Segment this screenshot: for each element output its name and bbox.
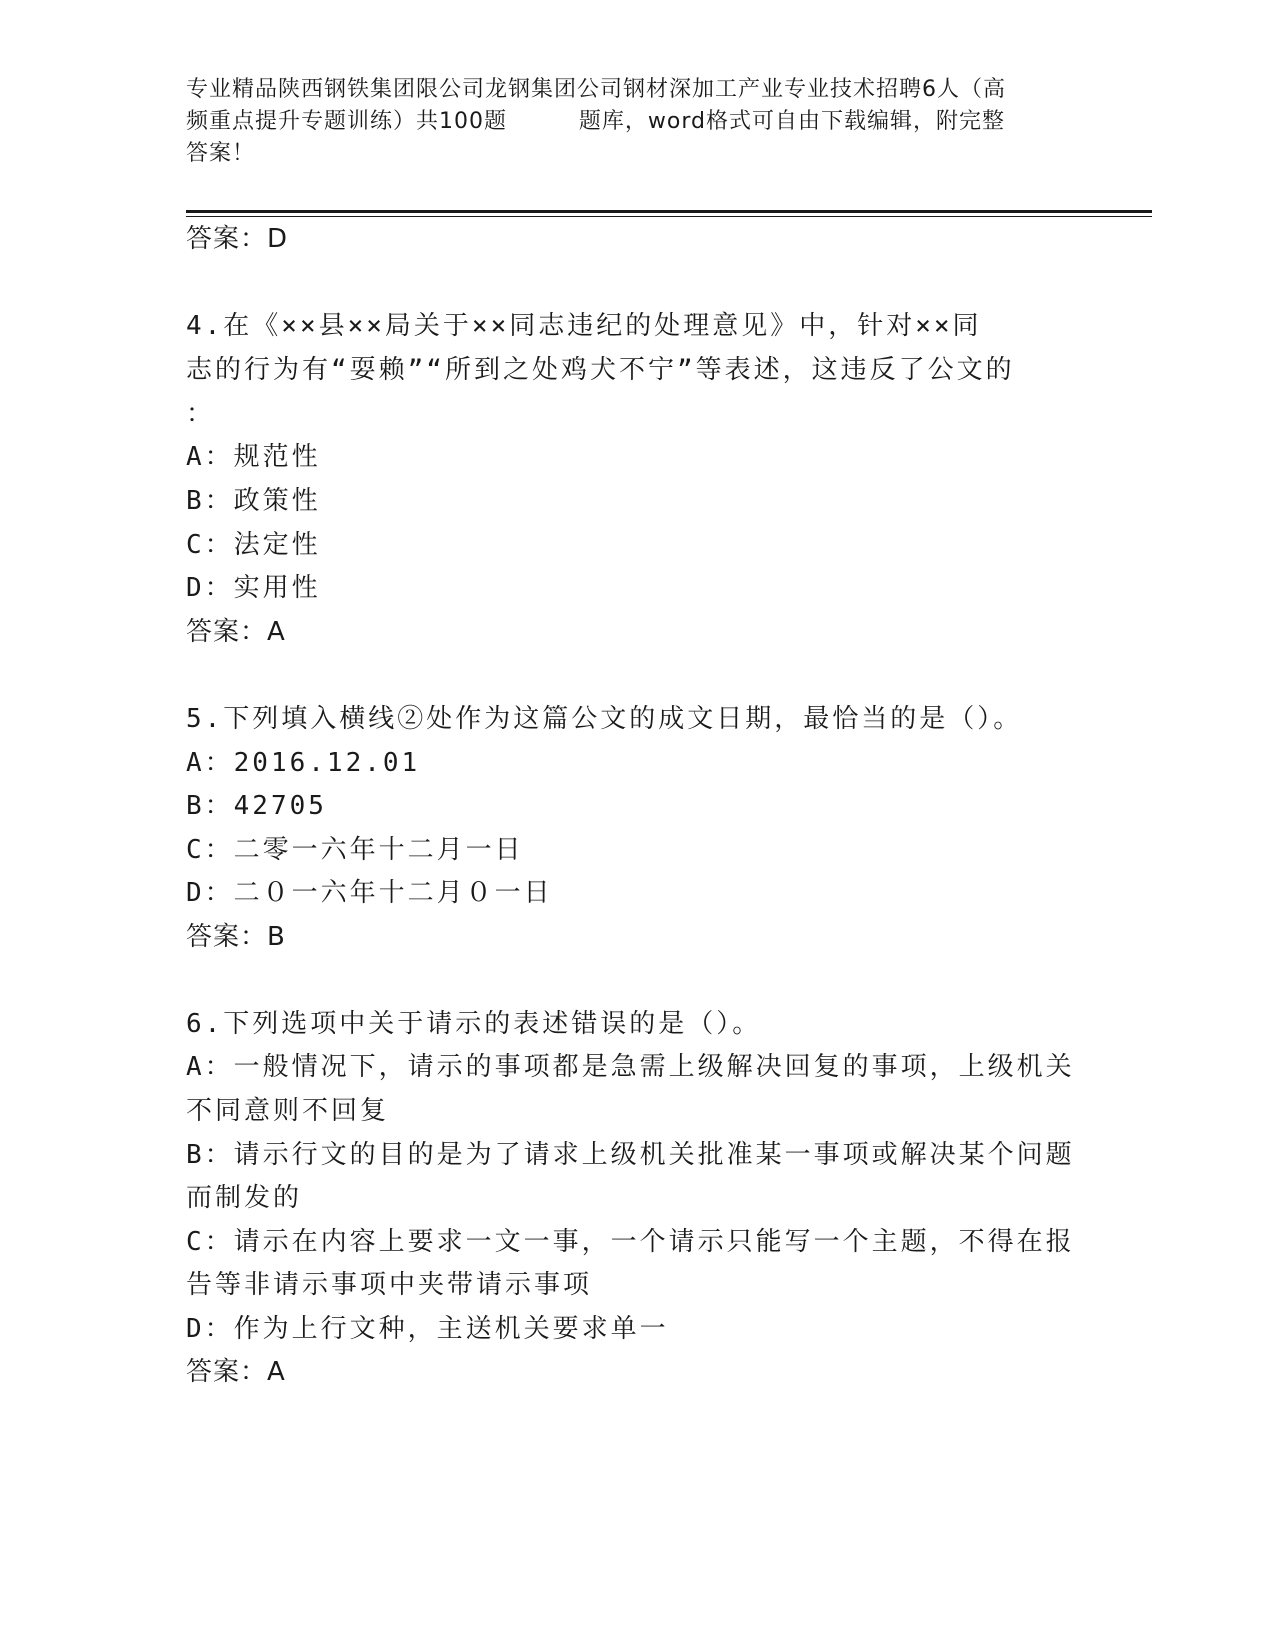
q6-option-b-line-1: B：请示行文的目的是为了请求上级机关批准某一事项或解决某个问题 — [186, 1140, 1075, 1170]
q4-option-b: B：政策性 — [186, 486, 321, 516]
header-line-3: 答案！ — [186, 141, 256, 166]
q6-option-a-line-1: A：一般情况下，请示的事项都是急需上级解决回复的事项，上级机关 — [186, 1052, 1075, 1082]
q4-option-a: A：规范性 — [186, 442, 321, 472]
q5-option-b: B：42705 — [186, 791, 327, 821]
header-line-1: 专业精品陕西钢铁集团限公司龙钢集团公司钢材深加工产业专业技术招聘6人（高 — [186, 77, 1006, 102]
q6-option-b-line-2: 而制发的 — [186, 1183, 303, 1213]
header-line-2: 频重点提升专题训练）共100题 题库，word格式可自由下载编辑，附完整 — [186, 109, 1006, 134]
q6-option-a-line-2: 不同意则不回复 — [186, 1096, 390, 1126]
q5-answer: 答案：B — [186, 922, 286, 952]
q4-stem-line-3: ： — [186, 399, 216, 429]
header-divider-thin — [186, 216, 1152, 217]
q5-option-c: C：二零一六年十二月一日 — [186, 835, 524, 865]
q5-option-a: A：2016.12.01 — [186, 748, 421, 778]
q5-stem-line-1: 5.下列填入横线②处作为这篇公文的成文日期，最恰当的是（）。 — [186, 704, 1023, 734]
q6-answer: 答案：A — [186, 1357, 286, 1387]
q5-option-d: D：二０一六年十二月０一日 — [186, 878, 553, 908]
page-header — [186, 74, 1086, 170]
q4-option-c: C：法定性 — [186, 530, 321, 560]
header-divider-thick — [186, 210, 1152, 213]
previous-answer: 答案：D — [186, 224, 289, 254]
q4-option-d: D：实用性 — [186, 573, 321, 603]
q6-stem-line-1: 6.下列选项中关于请示的表述错误的是（）。 — [186, 1009, 762, 1039]
q6-option-c-line-2: 告等非请示事项中夹带请示事项 — [186, 1270, 593, 1300]
q4-stem-line-2: 志的行为有“耍赖”“所到之处鸡犬不宁”等表述，这违反了公文的 — [186, 355, 1015, 385]
q6-option-c-line-1: C：请示在内容上要求一文一事，一个请示只能写一个主题，不得在报 — [186, 1227, 1075, 1257]
q4-stem-line-1: 4.在《××县××局关于××同志违纪的处理意见》中，针对××同 — [186, 311, 982, 341]
q4-answer: 答案：A — [186, 617, 286, 647]
q6-option-d: D：作为上行文种，主送机关要求单一 — [186, 1314, 669, 1344]
